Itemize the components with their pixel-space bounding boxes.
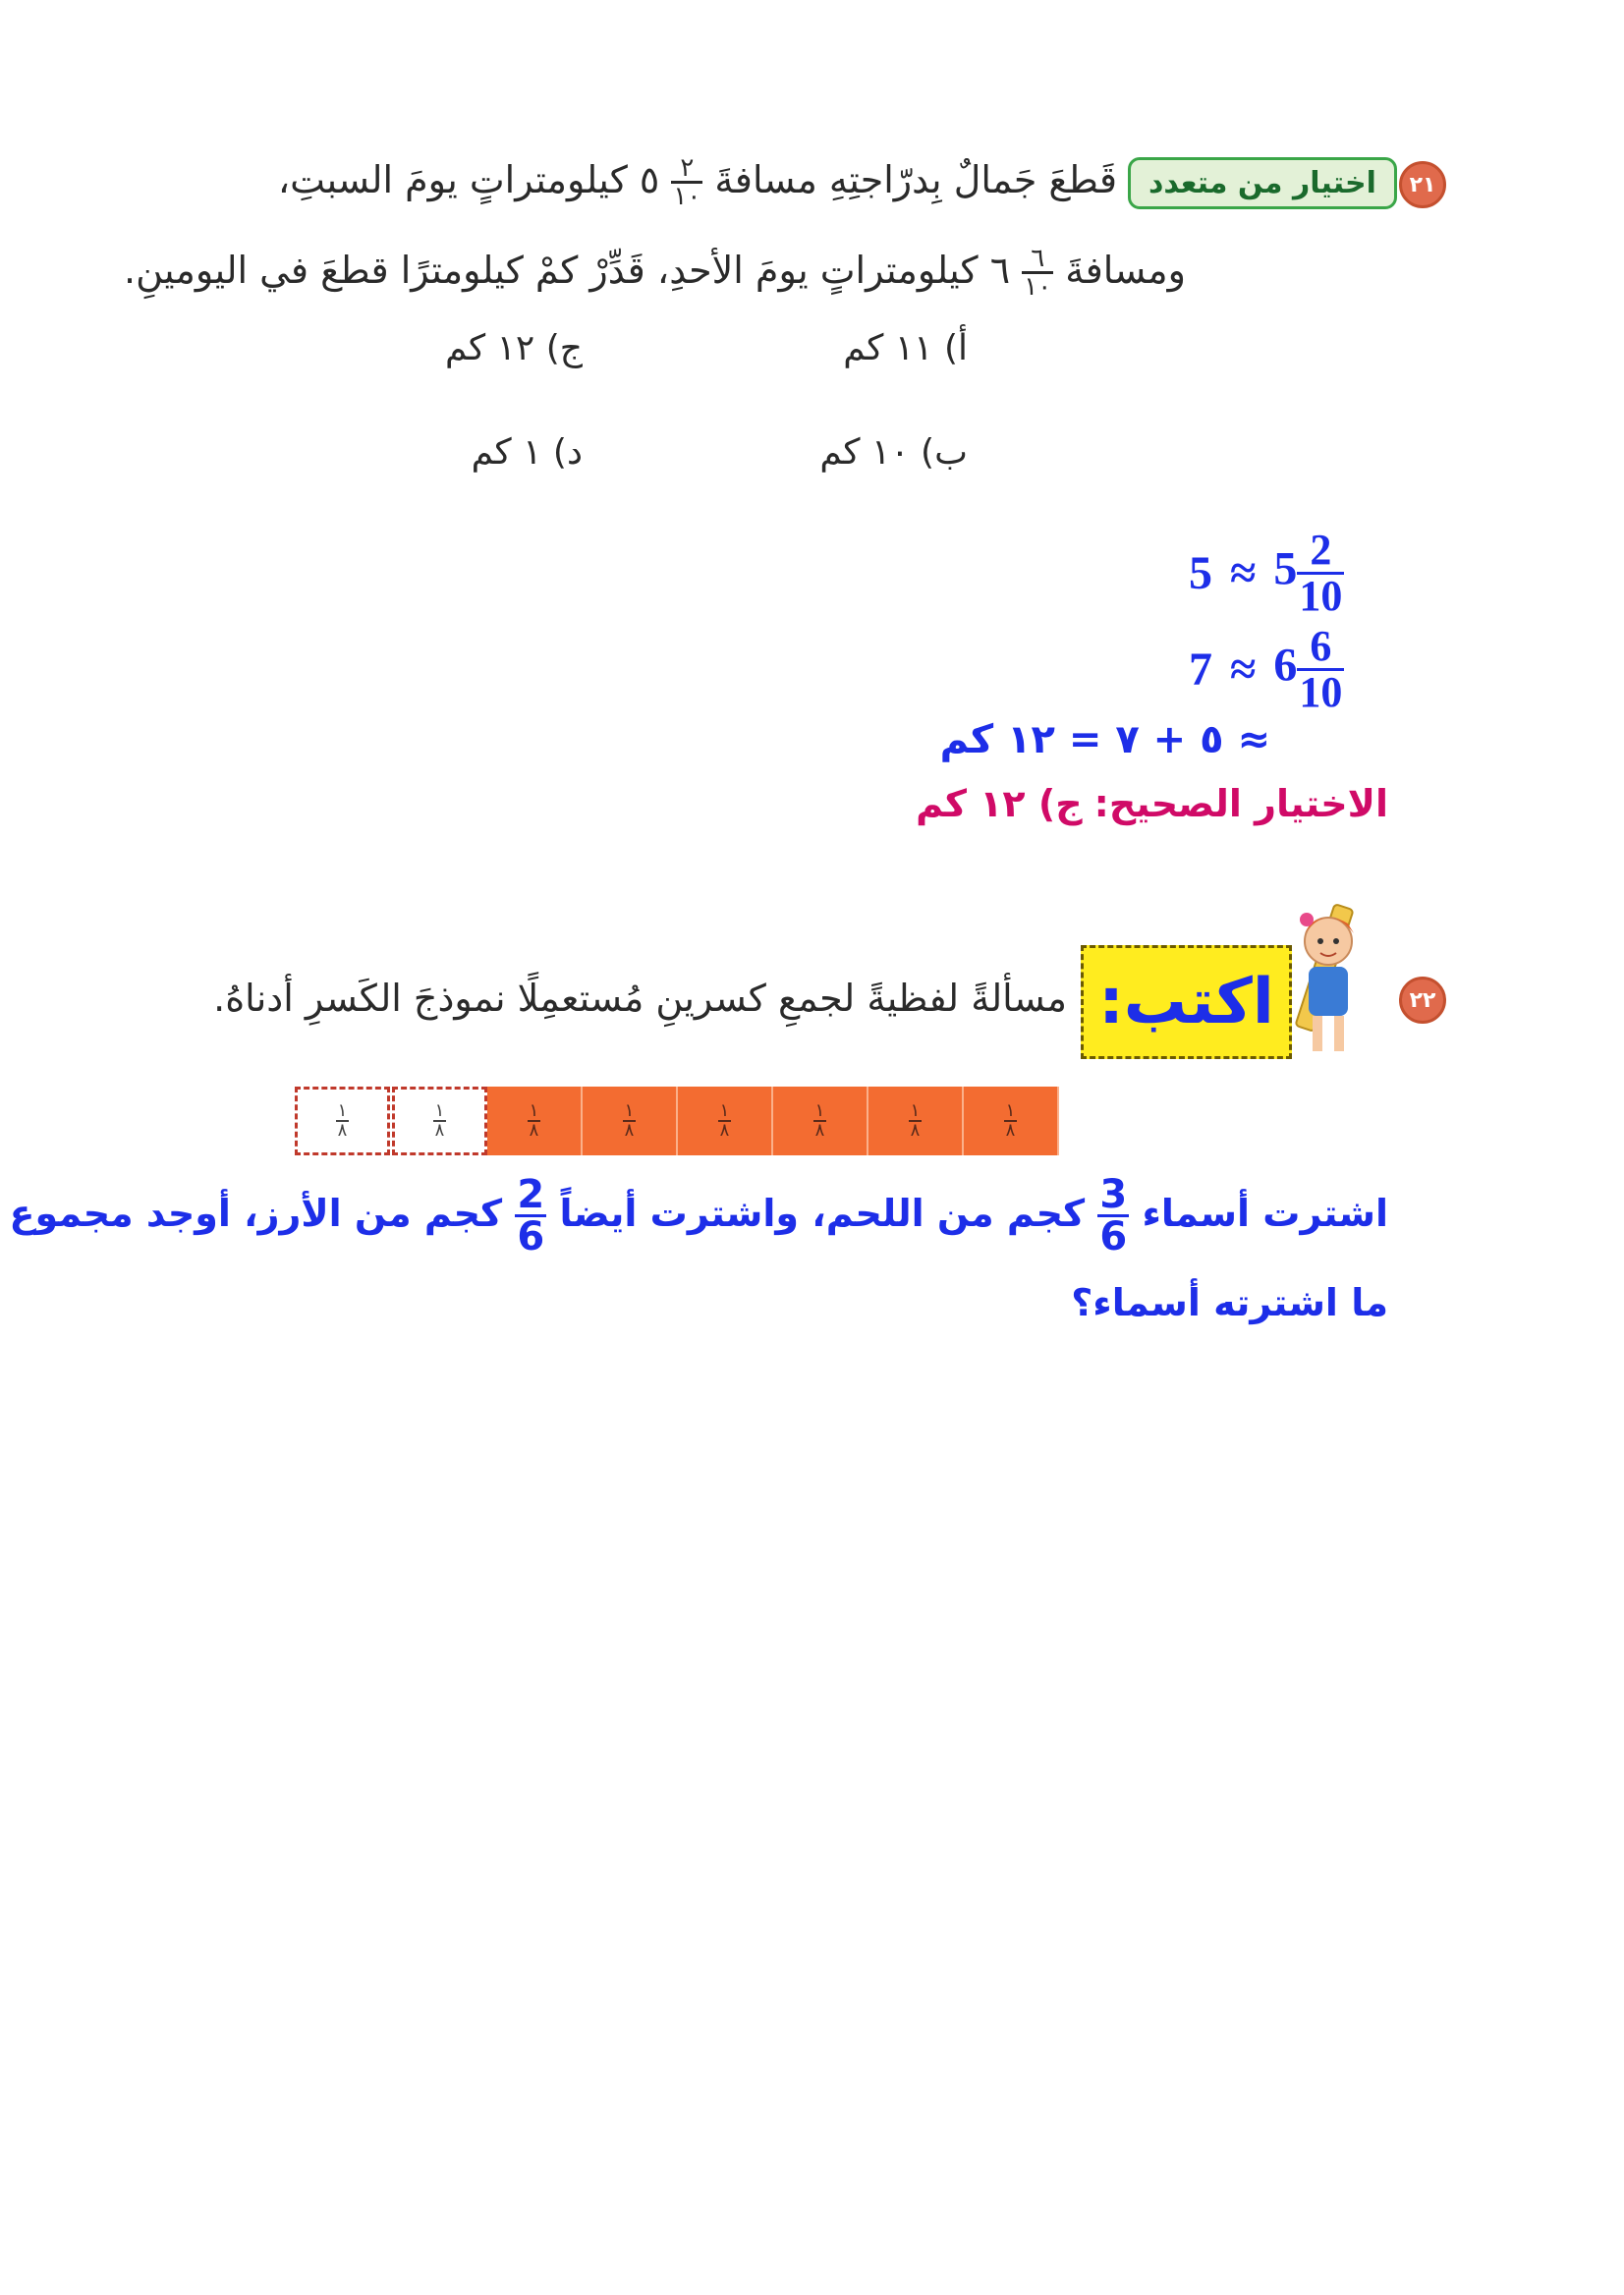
fraction-denominator: 6: [517, 1214, 545, 1259]
fraction: [813, 1102, 827, 1140]
fraction-denominator: ٨: [529, 1120, 539, 1141]
question-text: مسألةً لفظيةً لجمعِ كسرينِ مُستعمِلًا نموذجَ الكَسرِ أدناهُ.: [213, 977, 1067, 1020]
question-text-part: ٦ كيلومتراتٍ يومَ الأحدِ، قَدِّرْ كمْ كيلومترًا قطعَ في اليومينِ.: [124, 249, 1011, 292]
fraction-denominator: ٨: [624, 1120, 635, 1141]
fraction: [515, 1172, 546, 1259]
question-text-line-2: [124, 246, 1186, 300]
fraction-denominator: ٨: [910, 1120, 921, 1141]
strip-cell-empty: [392, 1087, 487, 1155]
estimate-sum: ≈ ٥ + ٧ = ١٢ كم: [939, 717, 1270, 762]
fraction-denominator: 10: [1299, 572, 1343, 620]
mixed-number: [1273, 622, 1344, 716]
answer-text-part: اشترت أسماء: [1142, 1192, 1388, 1235]
fraction-denominator: ٨: [337, 1120, 348, 1141]
answer-text-part: كجم من الأرز، أوجد مجموع: [9, 1192, 503, 1235]
fraction: [433, 1102, 447, 1140]
fraction-denominator: ٨: [1005, 1120, 1016, 1141]
fraction-numerator: ١: [1005, 1100, 1016, 1121]
strip-cell-filled: [868, 1087, 964, 1155]
choice-c[interactable]: ج) ١٢ كم: [445, 328, 583, 368]
correct-answer-label: الاختيار الصحيح:: [1093, 782, 1388, 825]
fraction-numerator: ١: [814, 1100, 825, 1121]
fraction: [1097, 1172, 1129, 1259]
correct-answer-value: ج) ١٢ كم: [916, 782, 1083, 825]
pencil-mascot-icon: [1277, 894, 1385, 1061]
multiple-choice-tag: اختيار من متعدد: [1128, 157, 1397, 209]
mixed-number: [1273, 526, 1344, 620]
estimate-row-1: [1189, 526, 1344, 620]
question-text-part: ٥ كيلومتراتٍ يومَ السبتِ،: [277, 158, 660, 201]
fraction-denominator: ٨: [434, 1120, 445, 1141]
fraction: [718, 1102, 732, 1140]
fraction: [1022, 246, 1053, 300]
strip-cell-filled: [583, 1087, 678, 1155]
fraction-numerator: ١: [337, 1100, 348, 1121]
fraction: [528, 1102, 541, 1140]
choice-b[interactable]: ب) ١٠ كم: [819, 432, 968, 473]
question-text-part: قَطعَ جَمالٌ بِدرّاجتِهِ مسافةَ: [714, 158, 1117, 201]
strip-cell-filled: [678, 1087, 773, 1155]
strip-cell-empty: [295, 1087, 390, 1155]
estimate-row-2: [1189, 622, 1344, 716]
approx-symbol: ≈: [1230, 644, 1257, 696]
fraction: [671, 155, 702, 209]
choice-a[interactable]: أ) ١١ كم: [843, 328, 968, 368]
estimate-value: 7: [1189, 644, 1212, 696]
question-text-part: ومسافةَ: [1065, 249, 1186, 292]
fraction-numerator: ١: [910, 1100, 921, 1121]
strip-cell-filled: [773, 1087, 868, 1155]
question-number-badge: ٢١: [1399, 161, 1446, 208]
fraction-numerator: ١: [434, 1100, 445, 1121]
mixed-whole: 6: [1273, 639, 1298, 692]
question-number-badge: ٢٢: [1399, 977, 1446, 1024]
answer-line-2: ما اشترته أسماء؟: [1071, 1281, 1388, 1324]
estimate-value: 5: [1189, 547, 1212, 599]
fraction: [623, 1102, 637, 1140]
fraction-numerator: 3: [1099, 1172, 1128, 1217]
fraction-numerator: 2: [1310, 526, 1332, 574]
fraction-denominator: ١٠: [1024, 272, 1052, 302]
approx-symbol: ≈: [1230, 547, 1257, 599]
fraction: [1004, 1102, 1018, 1140]
fraction: [1297, 622, 1344, 716]
fraction-numerator: ٦: [1031, 244, 1045, 273]
fraction-numerator: ١: [529, 1100, 539, 1121]
fraction-denominator: ١٠: [673, 182, 701, 211]
fraction-denominator: 10: [1299, 668, 1343, 716]
fraction-numerator: ١: [719, 1100, 730, 1121]
fraction-denominator: ٨: [814, 1120, 825, 1141]
fraction-numerator: 6: [1310, 622, 1332, 670]
fraction-denominator: ٨: [719, 1120, 730, 1141]
strip-cell-filled: [487, 1087, 583, 1155]
fraction: [336, 1102, 350, 1140]
fraction-strip: [293, 1087, 1059, 1155]
correct-answer-line: [916, 782, 1388, 825]
fraction-numerator: ١: [624, 1100, 635, 1121]
fraction: [909, 1102, 923, 1140]
choice-d[interactable]: د) ١ كم: [471, 432, 583, 473]
answer-text-part: كجم من اللحم، واشترت أيضاً: [559, 1192, 1086, 1235]
fraction: [1297, 526, 1344, 620]
fraction-denominator: 6: [1099, 1214, 1128, 1259]
fraction-numerator: 2: [517, 1172, 545, 1217]
answer-line-1: [9, 1172, 1388, 1259]
mixed-whole: 5: [1273, 542, 1298, 595]
write-label: اكتب:: [1081, 945, 1292, 1059]
fraction-numerator: ٢: [680, 153, 695, 183]
question-text-line-1: [278, 155, 1117, 209]
strip-cell-filled: [964, 1087, 1059, 1155]
